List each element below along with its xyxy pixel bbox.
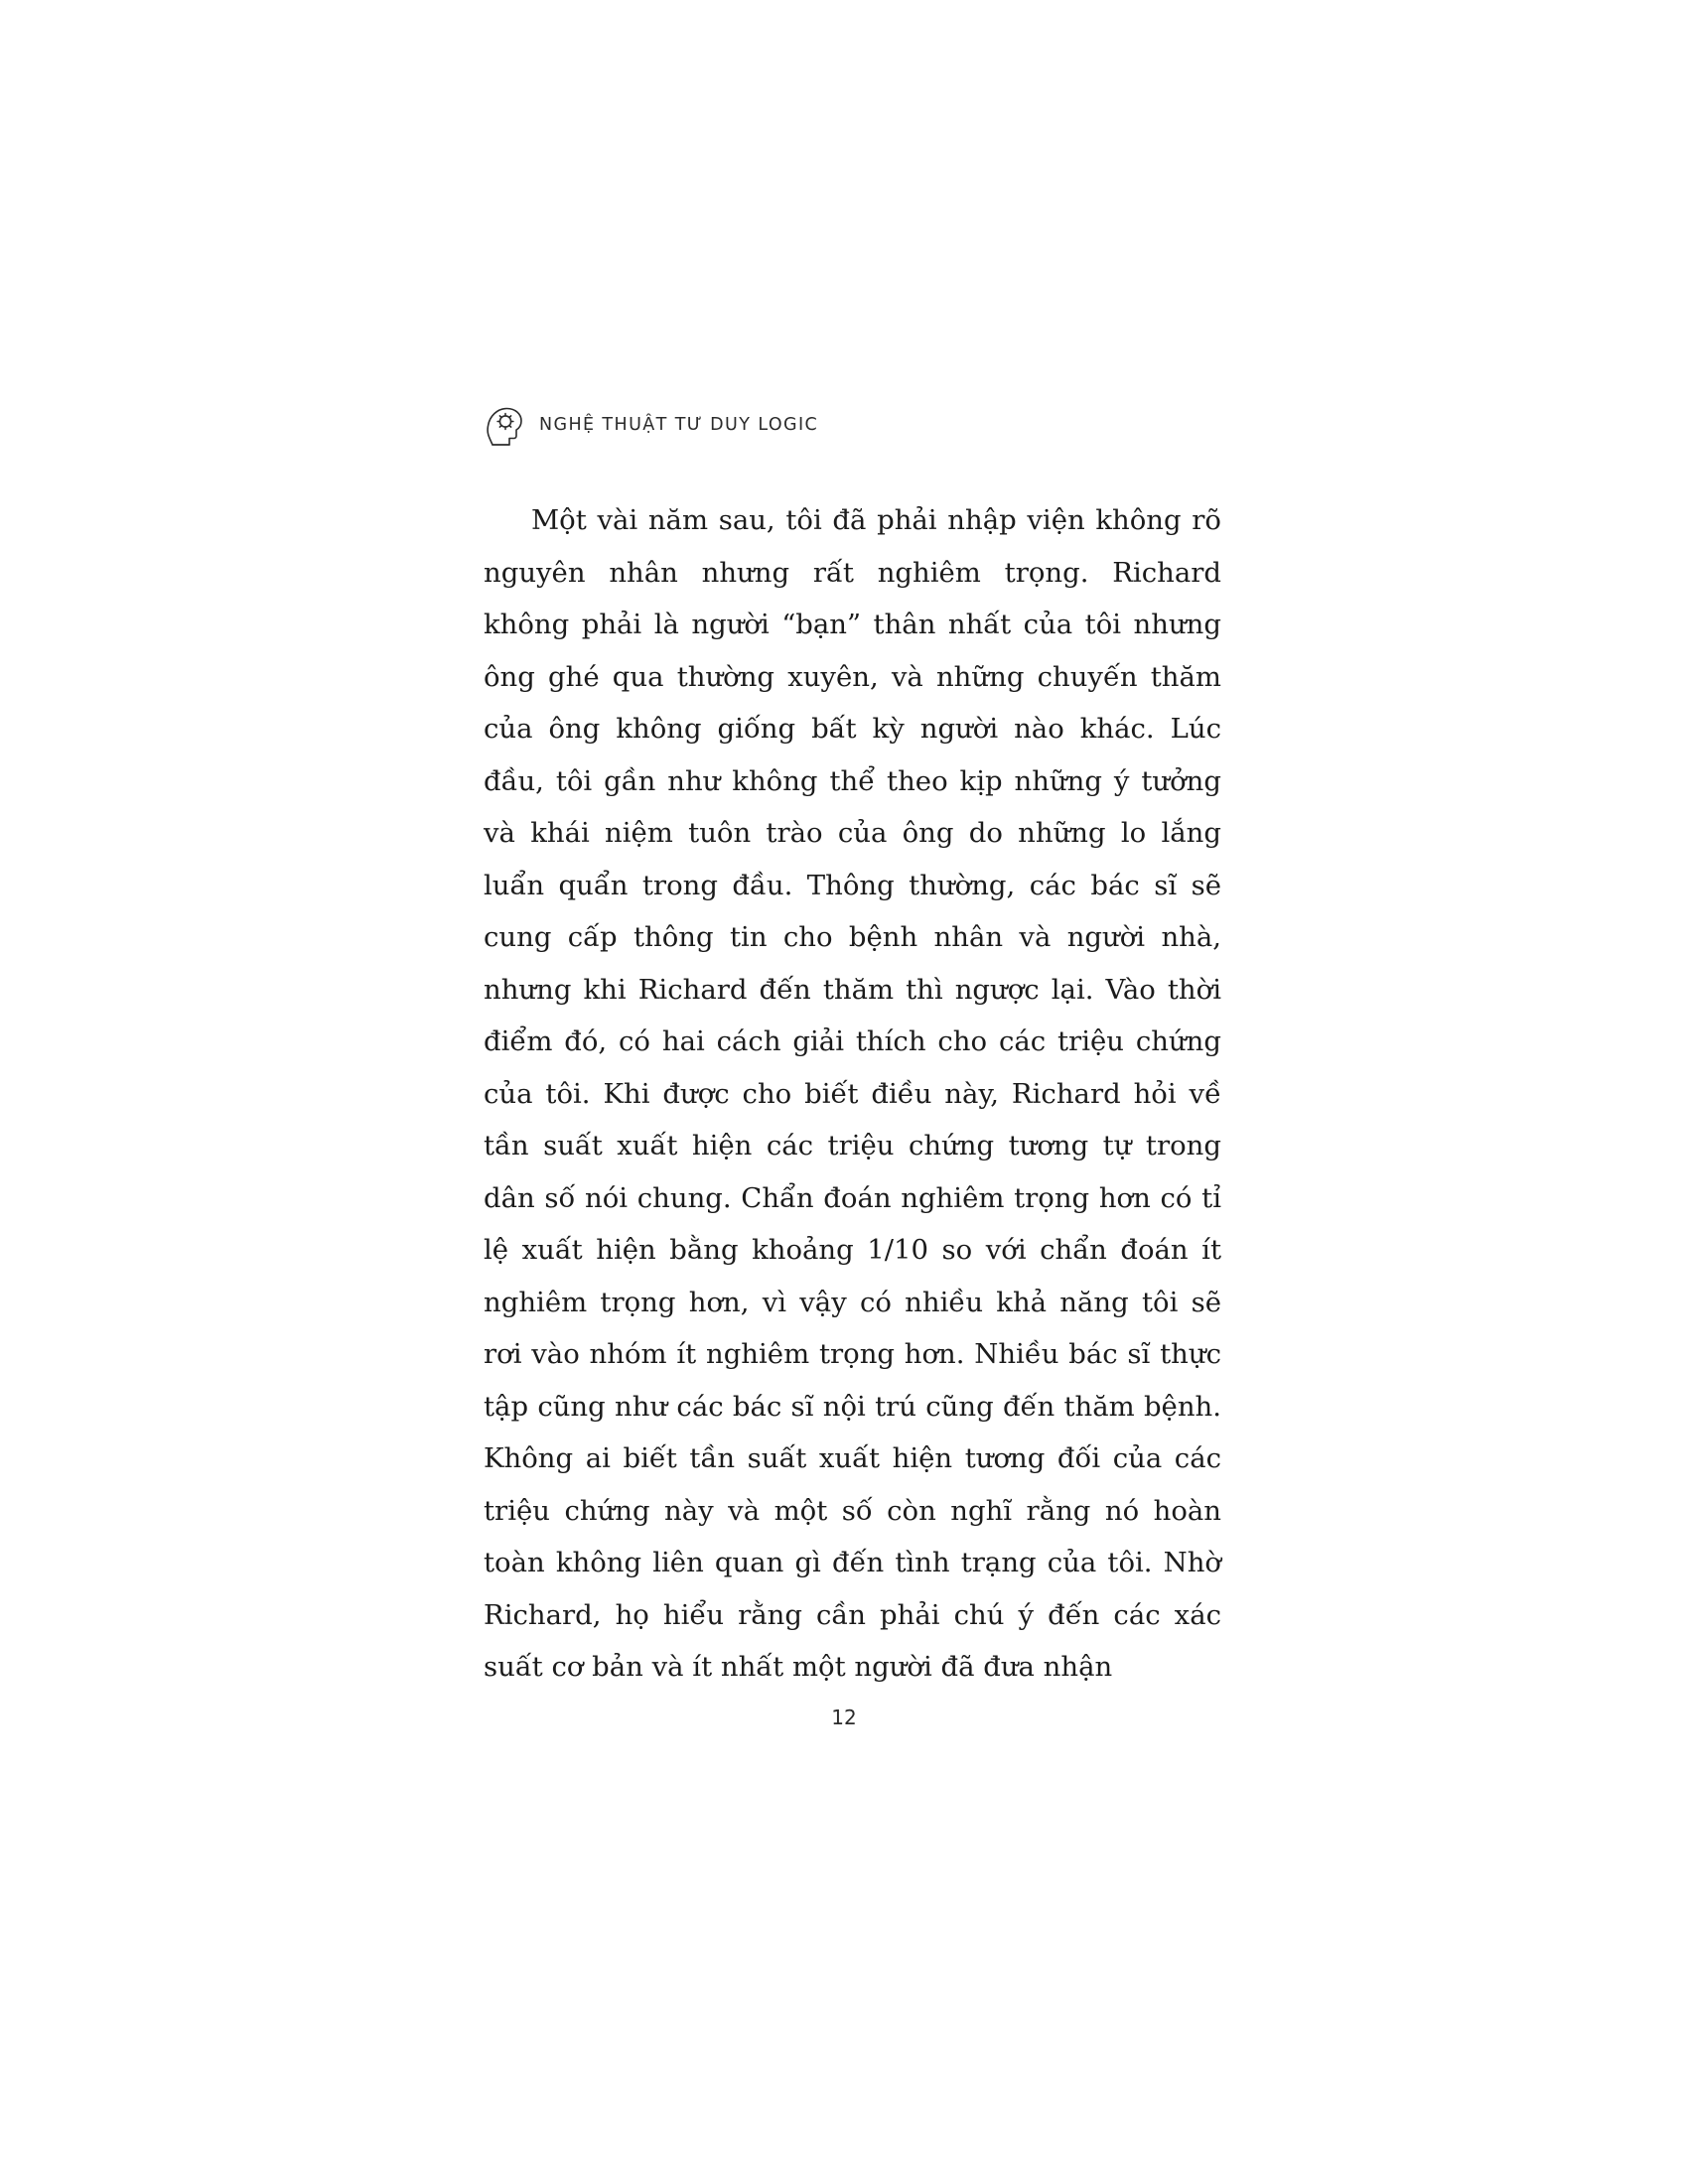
head-profile-gear-icon: [484, 402, 525, 448]
paragraph-1: Một vài năm sau, tôi đã phải nhập viện không rõ nguyên nhân nhưng rất nghiêm trọng. Richard không phải là người “bạn” thân nhất của tôi nhưng ông ghé qua thường xuyên, và những chuyến thăm của ông không giống bất kỳ người nào khác. Lúc đầu, tôi gần như không thể theo kịp những ý tưởng và khái niệm tuôn trào của ông do những lo lắng luẩn quẩn trong đầu. Thông thường, các bác sĩ sẽ cung cấp thông tin cho bệnh nhân và người nhà, nhưng khi Richard đến thăm thì ngược lại. Vào thời điểm đó, có hai cách giải thích cho các triệu chứng của tôi. Khi được cho biết điều này, Richard hỏi về tần suất xuất hiện các triệu chứng tương tự trong dân số nói chung. Chẩn đoán nghiêm trọng hơn có tỉ lệ xuất hiện bằng khoảng 1/10 so với chẩn đoán ít nghiêm trọng hơn, vì vậy có nhiều khả năng tôi sẽ rơi vào nhóm ít nghiêm trọng hơn. Nhiều bác sĩ thực tập cũng như các bác sĩ nội trú cũng đến thăm bệnh. Không ai biết tần suất xuất hiện tương đối của các triệu chứng này và một số còn nghĩ rằng nó hoàn toàn không liên quan gì đến tình trạng của tôi. Nhờ Richard, họ hiểu rằng cần phải chú ý đến các xác suất cơ bản và ít nhất một người đã đưa nhận: [484, 504, 1221, 1683]
body-text: [484, 494, 1221, 1694]
page-number: 12: [831, 1706, 857, 1729]
running-head: [484, 402, 1238, 448]
running-head-title: NGHỆ THUẬT TƯ DUY LOGIC: [539, 415, 819, 435]
